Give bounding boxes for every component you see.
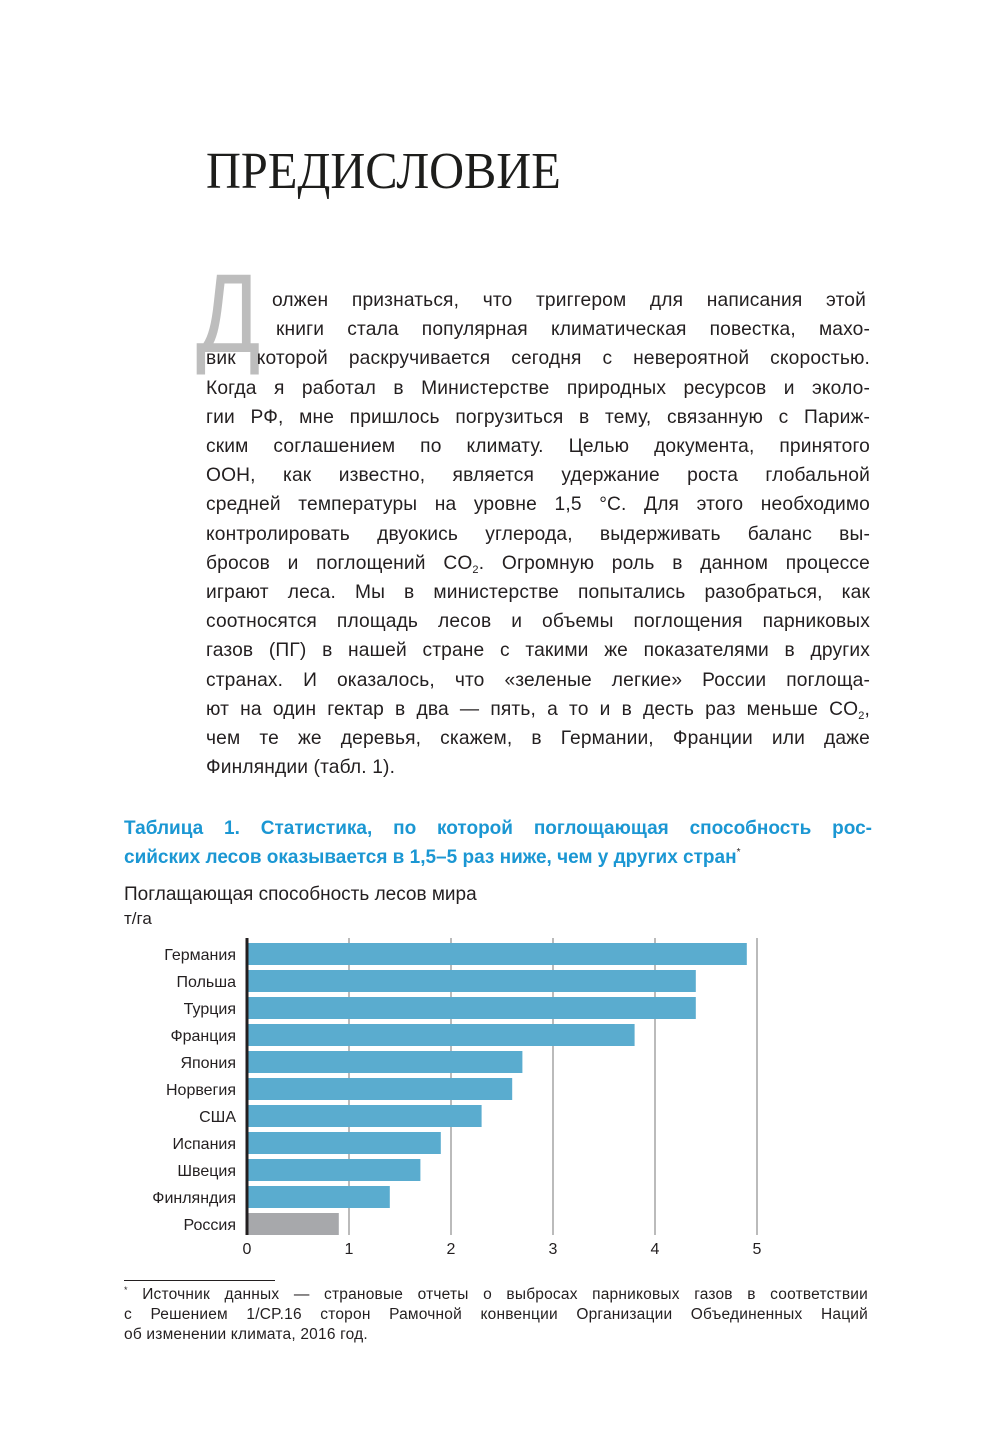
body-line: гии РФ, мне пришлось погрузиться в тему, связанную с Париж-	[206, 406, 870, 428]
category-label: Турция	[183, 1001, 236, 1018]
text-segment: ,	[864, 698, 870, 720]
body-line: играют леса. Мы в министерстве попытались разобраться, как	[206, 582, 870, 603]
text-segment: . Огромную роль в данном процессе	[478, 552, 870, 574]
bar	[247, 1186, 390, 1208]
body-line: Финляндии (табл. 1).	[206, 757, 396, 779]
footnote-text: Источник данных — страновые отчеты о выбросах парниковых газов в соответствии	[127, 1286, 868, 1303]
footnote-line-1	[124, 1286, 868, 1304]
body-line: олжен признаться, что триггером для написания этой	[272, 290, 866, 311]
bar	[247, 1105, 482, 1127]
bar	[247, 1132, 441, 1154]
x-tick-label: 4	[650, 1241, 660, 1258]
category-label: Норвегия	[165, 1082, 236, 1099]
bar	[247, 1051, 522, 1073]
bar	[247, 1213, 339, 1235]
page-title: ПРЕДИСЛОВИЕ	[206, 143, 561, 200]
body-line: книги стала популярная климатическая повестка, махо-	[276, 319, 870, 341]
footnote-line-3: об изменении климата, 2016 год.	[124, 1326, 368, 1343]
body-line: газов (ПГ) в нашей стране с такими же показателями в других	[206, 640, 870, 662]
x-tick-label: 5	[752, 1241, 762, 1258]
body-line: средней температуры на уровне 1,5 °C. Для этого необходимо	[206, 494, 870, 516]
x-tick-label: 3	[548, 1241, 558, 1258]
bar	[247, 1024, 635, 1046]
footnote-line-2: с Решением 1/CP.16 сторон Рамочной конвенции Организации Объединенных Наций	[124, 1306, 868, 1323]
text-segment: бросов и поглощений CO	[206, 552, 473, 574]
table-caption-text: сийских лесов оказывается в 1,5–5 раз ниже, чем у других стран	[124, 847, 737, 868]
body-line: чем те же деревья, скажем, в Германии, Франции или даже	[206, 728, 870, 749]
category-label: Польша	[176, 974, 236, 991]
body-line: ским соглашением по климату. Целью документа, принятого	[206, 436, 870, 457]
body-line: странах. И оказалось, что «зеленые легкие» России поглоща-	[206, 669, 870, 691]
category-label: Швеция	[177, 1163, 236, 1180]
table-caption-line-1: Таблица 1. Статистика, по которой поглощающая способность рос-	[124, 818, 872, 839]
body-line: соотносятся площадь лесов и объемы поглощения парниковых	[206, 611, 870, 633]
category-label: Япония	[180, 1055, 236, 1072]
subscript: 2	[858, 709, 865, 722]
bar	[247, 1078, 512, 1100]
category-label: США	[199, 1109, 236, 1126]
category-label: Германия	[164, 947, 236, 964]
body-line: контролировать двуокись углерода, выдерживать баланс вы-	[206, 523, 870, 545]
x-tick-label: 1	[344, 1241, 354, 1258]
chart-title: Поглащающая способность лесов мира	[124, 884, 477, 905]
footnote-mark: *	[736, 847, 741, 858]
bar	[247, 970, 696, 992]
footnote-mark: *	[124, 1285, 128, 1295]
bar	[247, 943, 747, 965]
drop-cap: Д	[196, 251, 261, 376]
category-label: Финляндия	[152, 1190, 236, 1207]
body-line: Когда я работал в Министерстве природных ресурсов и эколо-	[206, 377, 870, 399]
subscript: 2	[472, 563, 479, 576]
text-segment: ют на один гектар в два — пять, а то и в десть раз меньше CO	[206, 698, 859, 720]
x-tick-label: 2	[446, 1241, 456, 1258]
footnote-divider	[124, 1280, 275, 1281]
category-label: Россия	[183, 1217, 236, 1234]
body-line: ООН, как известно, является удержание роста глобальной	[206, 465, 870, 487]
category-label: Испания	[172, 1136, 236, 1153]
bar	[247, 1159, 420, 1181]
bar	[247, 997, 696, 1019]
category-label: Франция	[170, 1028, 236, 1045]
chart-unit-label: т/га	[124, 909, 152, 928]
body-line: вик которой раскручивается сегодня с невероятной скоростью.	[206, 348, 870, 370]
x-tick-label: 0	[242, 1241, 252, 1258]
